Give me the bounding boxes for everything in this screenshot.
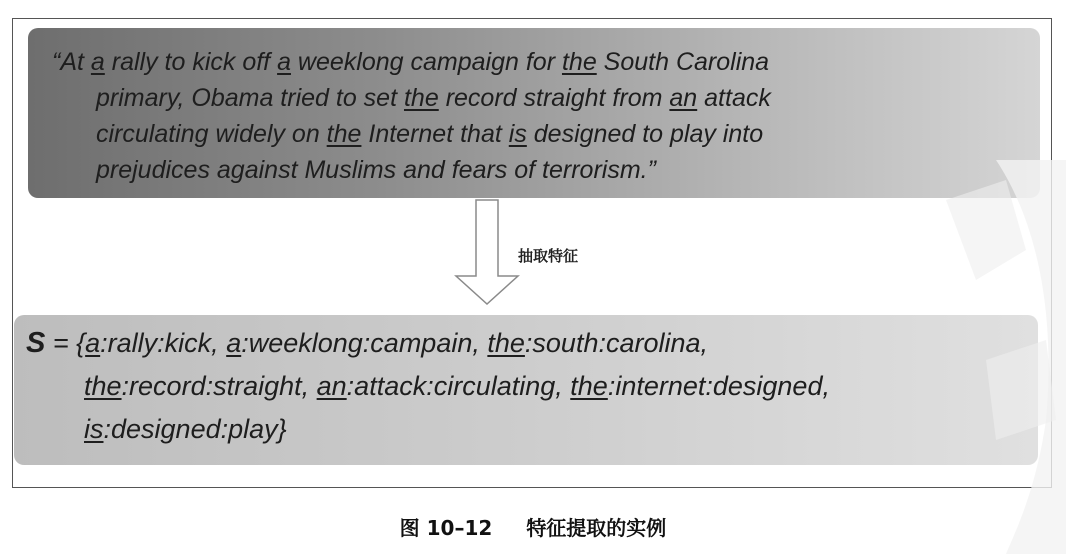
underlined-word: a (226, 328, 242, 358)
text-segment: Internet that (361, 120, 509, 148)
quote-line (52, 116, 952, 152)
underlined-word: an (669, 84, 698, 112)
underlined-word: is (84, 414, 104, 444)
underlined-word: the (403, 84, 439, 112)
underlined-word: the (487, 328, 525, 358)
text-segment: :south:carolina, (524, 328, 709, 358)
underlined-word: the (570, 371, 608, 401)
underlined-word: a (85, 328, 101, 358)
underlined-word: a (277, 48, 291, 76)
feature-set-line-content (45, 328, 708, 358)
figure-caption (0, 512, 1066, 541)
underlined-word: the (84, 371, 122, 401)
feature-set-line (26, 365, 1036, 408)
caption-number: 图 10–12 (399, 516, 493, 540)
text-segment: record straight from (438, 84, 670, 112)
text-segment: :designed:play} (103, 414, 287, 444)
text-segment: = { (45, 328, 86, 358)
text-segment: :internet:designed, (607, 371, 830, 401)
text-segment: :record:straight, (121, 371, 317, 401)
text-segment: weeklong campaign for (290, 48, 562, 76)
arrow-label: 抽取特征 (518, 247, 579, 265)
text-segment: :weeklong:campain, (241, 328, 488, 358)
underlined-word: the (561, 48, 597, 76)
quote-line (52, 152, 952, 188)
quote-line (52, 44, 952, 80)
underlined-word: the (326, 120, 362, 148)
feature-set-text (26, 322, 1036, 451)
text-segment: attack (697, 84, 771, 112)
text-segment: circulating widely on (96, 120, 327, 148)
text-segment: “At (52, 48, 91, 76)
feature-set-line (26, 322, 1036, 365)
caption-title: 特征提取的实例 (526, 516, 667, 540)
underlined-word: a (90, 48, 105, 76)
text-segment: South Carolina (596, 48, 770, 76)
text-segment: prejudices against Muslims and fears of terrorism.” (96, 156, 656, 184)
text-segment: :attack:circulating, (346, 371, 571, 401)
text-segment: :rally:kick, (100, 328, 227, 358)
quote-line (52, 80, 952, 116)
underlined-word: is (508, 120, 527, 148)
quote-text (52, 44, 952, 188)
text-segment: designed to play into (526, 120, 764, 148)
underlined-word: an (316, 371, 347, 401)
text-segment: primary, Obama tried to set (96, 84, 404, 112)
set-symbol: S (26, 327, 46, 359)
down-arrow-icon (452, 198, 522, 308)
feature-set-line (26, 408, 1036, 451)
text-segment: rally to kick off (104, 48, 278, 76)
